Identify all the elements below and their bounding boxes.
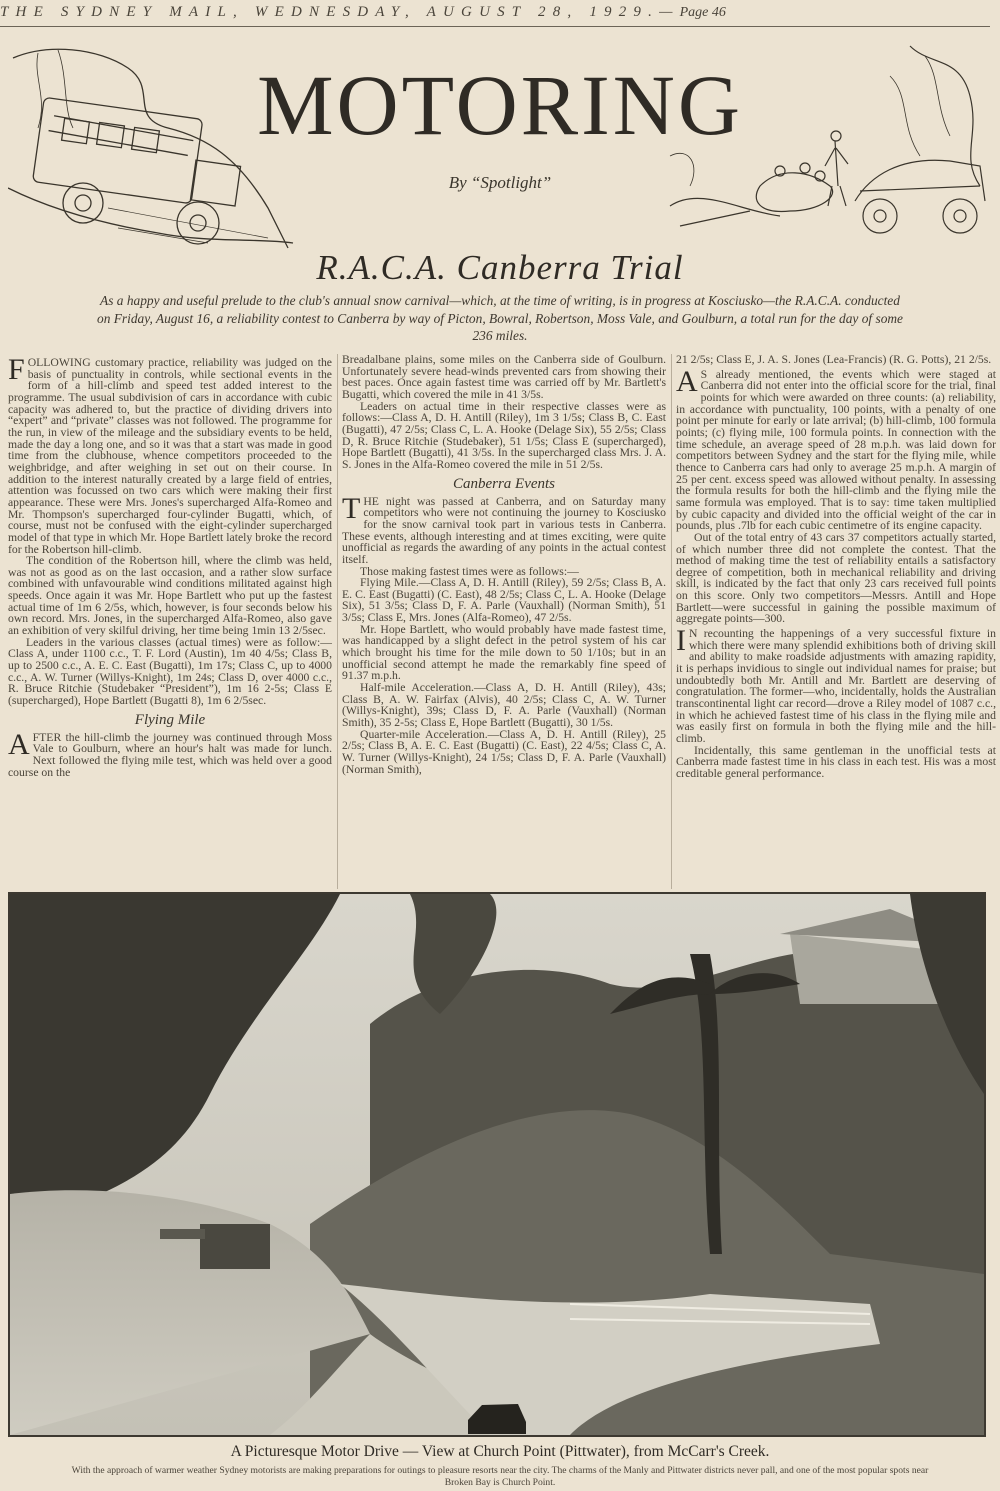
section-masthead: MOTORING — [257, 57, 743, 153]
paragraph: Flying Mile.—Class A, D. H. Antill (Riley), 59 2/5s; Class B, A. E. C. East (Bugatti) (C. East), 48 2/5s; Class C, L. A. Hooke (Delage Six), 51 3/5s; Class D, F. A. Parle (Vauxhall) (Norman Smith), 51 3/5s; Class E, Mrs. Jones (Alfa-Romeo), 47 2/5s. — [342, 576, 666, 625]
paragraph-text: OLLOWING customary practice, reliability was judged on the basis of punctuality in controls, while sectional events in the form of a hill-climb and speed test added interest to the programme. The usual subdivision of cars in accordance with cubic capacity was adhered to, but the practice of dividing drivers into “expert” and “private” classes was not followed. The programme for the run, in view of the mileage and the subsidiary events to be held, made the day a long one, and so it was that a start was made in good time from the clubhouse, whence competitors proceeded to the weighbridge, and after weighing in set out on their course. In addition to the interest naturally created by a large field of entries, attention was focussed on two cars which were making their first appearance. These were Mrs. Jones's supercharged Alfa-Romeo and Mr. Thompson's supercharged four-cylinder Bugatti, which, of course, must not be confused with the eight-cylinder supercharged model of that type in which Mr. Hope Bartlett lately broke the record for the Robertson hill-climb. — [8, 356, 332, 556]
drop-cap: A — [676, 364, 698, 398]
article-title: R.A.C.A. Canberra Trial — [316, 248, 684, 287]
paragraph: The condition of the Robertson hill, where the climb was held, was not as good as on the last occasion, and a rather slow surface combined with unfavourable wind conditions militated against high speeds. Once again it was Mr. Hope Bartlett who put up the fastest actual time of 1m 6 2/5s, which, however, is four seconds below his own record. Mrs. Jones, in the supercharged Alfa-Romeo, also gave an exhibition of very skilful driving, her time being 1min 13 2/5sec. — [8, 554, 332, 638]
paragraph: Incidentally, this same gentleman in the unofficial tests at Canberra made fastest time in his class in each test. His was a most creditable general performance. — [676, 743, 996, 780]
article-column-2 — [342, 354, 666, 775]
paragraph — [676, 624, 996, 745]
running-head-text: THE SYDNEY MAIL, WEDNESDAY, AUGUST 28, 1929.— — [0, 4, 680, 20]
article-column-3 — [676, 354, 996, 780]
paragraph-text: FTER the hill-climb the journey was continued through Moss Vale to Goulburn, where an hour's halt was made for lunch. Next followed the flying mile test, which was held over a good course on the — [8, 730, 332, 779]
article-column-1 — [8, 354, 332, 778]
paragraph: Quarter-mile Acceleration.—Class A, D. H. Antill (Riley), 25 2/5s; Class B, A. E. C. East (Bugatti) (C. East), 22 4/5s; Class C, A. W. Turner (Willys-Knight), 24 1/5s; Class D, F. A. Parle (Vauxhall) (Norman Smith), — [342, 727, 666, 776]
paragraph-text: N recounting the happenings of a very successful fixture in which there were many splendid exhibitions both of driving skill and ability to make roadside adjustments with amazing rapidity, it is perhaps invidious to single out individual names for praise; but undoubtedly both Mr. Antill and Mr. Bartlett are deserving of congratulation. The former—who, incidentally, holds the Australian transcontinental light car record—drove a Riley model of 1087 c.c., in which he achieved fastest time of his class in the flying mile and was easily first on formula in both the flying mile and the hill-climb. — [676, 627, 996, 745]
page-number: Page 46 — [679, 5, 726, 20]
paragraph — [8, 353, 332, 556]
photo-caption: A Picturesque Motor Drive — View at Church Point (Pittwater), from McCarr's Creek. — [230, 1443, 770, 1460]
paragraph — [676, 364, 996, 533]
church-point-photograph — [8, 892, 986, 1437]
byline: By “Spotlight” — [448, 173, 552, 192]
paragraph — [342, 491, 666, 566]
paragraph: 21 2/5s; Class E, J. A. S. Jones (Lea-Francis) (R. G. Potts), 21 2/5s. — [676, 353, 992, 366]
paragraph: Leaders on actual time in their respective classes were as follows:—Class A, D. H. Antill (Riley), 1m 3 1/5s; Class B, C. East (Bugatti), 47 2/5s; Class C, L. A. Hooke (Delage Six), 55 2/5s; Class D, R. Bruce Ritchie (Studebaker), 51 1/5s; Class E (supercharged), Hope Bartlett (Bugatti), 41 3/5s. In the supercharged class Mrs. J. A. S. Jones in the Alfa-Romeo covered the mile in 51 2/5s. — [342, 399, 666, 471]
drop-cap: T — [342, 491, 361, 525]
paragraph: Mr. Hope Bartlett, who would probably have made fastest time, was handicapped by a slight defect in the petrol system of his car which brought his time for the mile down to 50 1/10s; but in an unofficial second attempt he made the remarkably fine speed of 91.37 m.p.h. — [342, 622, 666, 683]
paragraph: Out of the total entry of 43 cars 37 competitors actually started, of which number three did not complete the contest. That the method of making time the test of reliability entails a satisfactory degree of competition, both in mechanical reliability and driving skill, is indicated by the fact that only 23 cars received full points on this score. Only two competitors—Messrs. Antill and Hope Bartlett—were successful in gaining the possible maximum of aggregate points—300. — [676, 530, 996, 626]
drop-cap: F — [8, 353, 25, 386]
column-rule — [337, 354, 338, 889]
subheading-canberra-events: Canberra Events — [452, 475, 556, 492]
paragraph: Those making fastest times were as follows:— — [360, 564, 579, 578]
article-intro: As a happy and useful prelude to the club's annual snow carnival—which, at the time of writing, is in progress at Kosciusko—the R.A.C.A. conducted on Friday, August 16, a reliability contest to Canberra by way of Picton, Bowral, Robertson, Moss Vale, and Goulburn, a total run for the day of some 236 miles. — [97, 293, 903, 343]
paragraph-text: HE night was passed at Canberra, and on Saturday many competitors who were not continuing the journey to Kosciusko for the snow carnival took part in various tests in Canberra. These events, although interesting and at times exciting, were quite unofficial as regards the awarding of any points in the actual contest itself. — [342, 494, 666, 566]
paragraph: Breadalbane plains, some miles on the Canberra side of Goulburn. Unfortunately severe head-winds prevented cars from showing their best paces. Once again fastest time was carried off by Mr. Bartlett's Bugatti, which covered the mile in 41 3/5s. — [342, 353, 666, 401]
paragraph-text: S already mentioned, the events which were staged at Canberra did not enter into the official score for the trial, final points for which were awarded on three counts: (a) reliability, in accordance with punctuality, 100 points, with a penalty of one point per minute for early or late arrival; (b) hill-climb, 100 formula points; (c) flying mile, 100 formula points. In connection with the time schedule, an average speed of 28 m.p.h. was laid down for competitors between Sydney and the start for the flying mile, while thence to Canberra cars had only to average 25 m.p.h. A margin of 25 per cent. excess speed was allowed without penalty. In assessing the formula results for both the hill-climb and the flying mile the same formula was employed. That is to say: time taken multiplied by cubic capacity and divided into the official weight of the car in pounds, plus .7lb for each cubic centimetre of its engine capacity. — [676, 367, 996, 533]
header-rule — [0, 26, 990, 27]
photo-subcaption: With the approach of warmer weather Sydney motorists are making preparations for outings to pleasure resorts near the city. The charms of the Manly and Pittwater districts never pall, and one of the most popular spots near Broken Bay is Church Point. — [71, 1465, 929, 1488]
drop-cap: I — [676, 624, 686, 658]
paragraph — [8, 727, 332, 779]
running-head — [0, 4, 1000, 21]
column-rule — [671, 354, 672, 889]
drop-cap: A — [8, 727, 30, 761]
paragraph: Leaders in the various classes (actual times) were as follow:—Class A, under 1100 c.c., T. F. Lord (Austin), 1m 40 4/5s; Class B, up to 2500 c.c., A. E. C. East (Bugatti), 1m 17s; Class C, up to 4000 c.c., A. W. Turner (Willys-Knight), 1m 24s; Class D, over 4000 c.c., R. Bruce Ritchie (Studebaker “President”), 1m 16 2-5s; Class E (supercharged), Hope Bartlett (Bugatti 8), 1m 6 2/5sec. — [8, 635, 332, 708]
landscape-photo-image — [10, 894, 984, 1435]
subheading-flying-mile: Flying Mile — [134, 711, 206, 728]
paragraph: Half-mile Acceleration.—Class A, D. H. Antill (Riley), 43s; Class B, A. W. Fairfax (Alvis), 40 2/5s; Class C, A. W. Turner (Willys-Knight), 39s; Class D, F. A. Parle (Vauxhall) (Norman Smith), 35 2-5s; Class E, Hope Bartlett (Bugatti), 30 1/5s. — [342, 681, 666, 730]
